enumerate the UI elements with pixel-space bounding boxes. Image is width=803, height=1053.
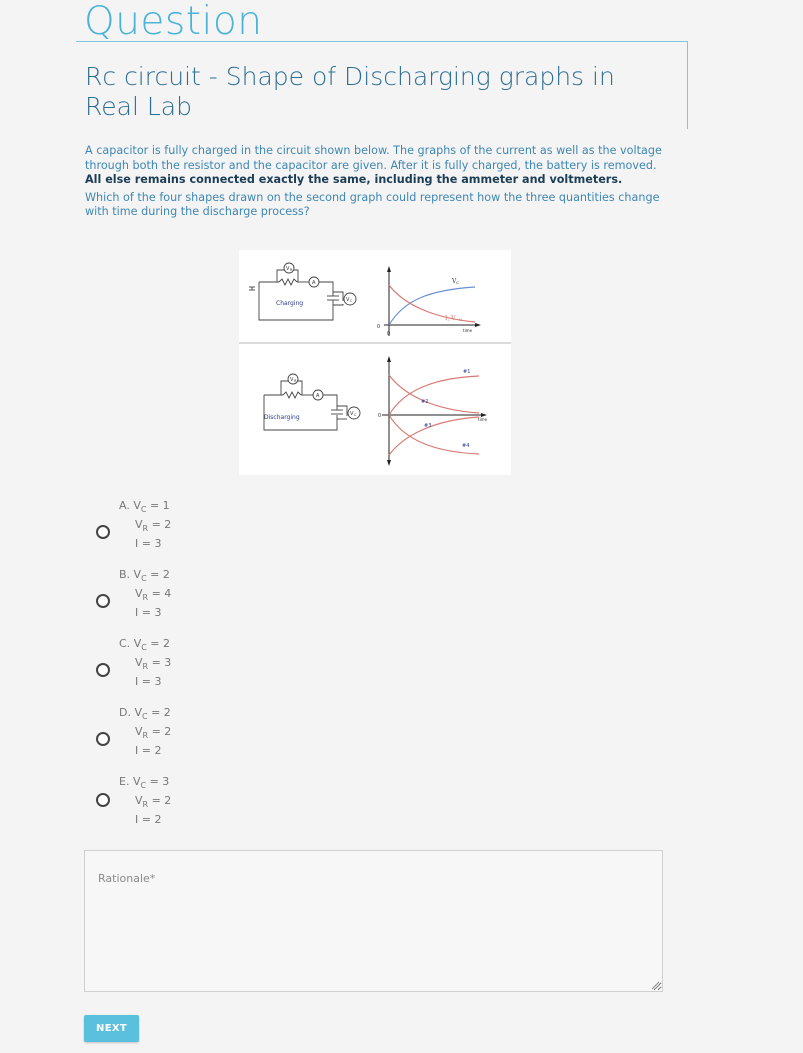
ivr-curve-label: I, V (445, 315, 456, 322)
option-a-i: I = 3 (135, 537, 162, 550)
option-b-letter: B. (119, 568, 131, 581)
option-c-vc (119, 637, 170, 654)
option-e-vc-sub: C (140, 781, 147, 791)
charging-graph-axes (384, 270, 477, 336)
option-c-letter: C. (119, 637, 131, 650)
prompt-paragraph-2: Which of the four shapes drawn on the second graph could represent how the three quantities change with time during the discharge process? (85, 190, 660, 219)
option-e-radio[interactable] (96, 793, 110, 807)
option-b-vc-sub: C (141, 574, 147, 584)
discharging-y-arrow-up (387, 356, 391, 362)
option-b-vc (119, 568, 170, 585)
discharging-time-label: time (478, 417, 488, 422)
option-c-i: I = 3 (135, 675, 162, 688)
discharge-curve-2 (389, 375, 479, 413)
option-e[interactable] (0, 773, 300, 835)
vr-meter-bottom: V (290, 377, 294, 383)
charging-curve-vc (389, 287, 475, 325)
vr-meter-sub-top: R (290, 268, 293, 272)
option-b-vc-symbol: V (133, 568, 142, 581)
option-c-vc-symbol: V (133, 637, 142, 650)
option-a-vr (135, 518, 171, 535)
discharging-label: Discharging (264, 414, 300, 421)
option-a-vc-symbol: V (133, 499, 141, 512)
question-prompt (85, 144, 675, 220)
charging-curve-ivr (389, 285, 475, 322)
option-d-vr-sub: R (142, 731, 149, 741)
ammeter-bottom: A (316, 393, 320, 399)
option-d-radio[interactable] (96, 732, 110, 746)
option-a-vr-sub: R (142, 524, 149, 534)
resize-handle-icon[interactable] (650, 980, 660, 990)
option-a-vc (119, 499, 170, 516)
option-e-i: I = 2 (135, 813, 162, 826)
next-button[interactable]: NEXT (84, 1015, 139, 1042)
option-c-vc-sub: C (141, 643, 147, 653)
vr-meter-top: V (286, 266, 290, 272)
option-d[interactable] (0, 704, 300, 766)
charging-label: Charging (276, 300, 304, 307)
rationale-textarea[interactable] (84, 850, 663, 992)
option-a-vr-val: = 2 (148, 518, 172, 531)
circuit-figure-svg (239, 250, 511, 475)
prompt-bold-text: All else remains connected exactly the same, including the ammeter and voltmeters. (85, 173, 623, 187)
option-c-vr-symbol: V (135, 656, 143, 669)
prompt-text: A capacitor is fully charged in the circuit shown below. The graphs of the current as well as the voltage through both the resistor and the capacitor are given. After it is fully charged, the battery is removed. (85, 144, 662, 172)
curve-4-label: #4 (462, 443, 470, 449)
option-e-vr (135, 794, 171, 811)
charging-time-label: time (463, 328, 473, 333)
rationale-placeholder: Rationale* (98, 872, 156, 885)
question-heading: Question (84, 0, 263, 44)
option-e-letter: E. (119, 775, 130, 788)
option-a-letter: A. (119, 499, 130, 512)
option-c-vr-val: = 3 (148, 656, 172, 669)
vc-meter-sub-bottom: C (354, 413, 357, 417)
vc-meter-top: V (346, 297, 350, 303)
option-d-vc-symbol: V (134, 706, 142, 719)
vc-curve-label: V (452, 278, 457, 285)
circuit-figure (239, 250, 511, 475)
option-b-radio[interactable] (96, 594, 110, 608)
charging-y-arrow (387, 266, 391, 272)
charging-y-zero: 0 (377, 324, 381, 330)
option-e-vc (119, 775, 169, 792)
question-title: Rc circuit - Shape of Discharging graphs in Real Lab (85, 62, 615, 121)
option-b-vr (135, 587, 171, 604)
option-d-vr (135, 725, 171, 742)
option-d-letter: D. (119, 706, 131, 719)
option-a-vc-val: = 1 (146, 499, 170, 512)
option-b-vr-sub: R (142, 593, 149, 603)
ivr-curve-sub: R (459, 317, 463, 322)
option-c[interactable] (0, 635, 300, 697)
vc-curve-sub: C (456, 280, 460, 285)
option-d-vc-sub: C (142, 712, 148, 722)
option-e-vc-val: = 3 (146, 775, 170, 788)
discharging-y-zero: 0 (378, 413, 382, 419)
vc-meter-bottom: V (350, 411, 354, 417)
prompt-paragraph-1 (85, 144, 675, 188)
option-a-radio[interactable] (96, 525, 110, 539)
heading-divider (76, 41, 687, 42)
heading-side-divider (687, 41, 688, 129)
option-b-vr-val: = 4 (148, 587, 172, 600)
option-d-vr-symbol: V (135, 725, 143, 738)
option-c-vr-sub: R (142, 662, 149, 672)
discharge-curve-3 (389, 417, 479, 455)
discharge-curve-1 (389, 376, 479, 415)
ammeter-top: A (312, 280, 316, 286)
curve-1-label: #1 (463, 369, 471, 375)
option-a-vc-sub: C (140, 505, 147, 515)
option-d-vc (119, 706, 171, 723)
option-b-vc-val: = 2 (146, 568, 170, 581)
option-c-vc-val: = 2 (146, 637, 171, 650)
option-b-vr-symbol: V (135, 587, 143, 600)
option-c-radio[interactable] (96, 663, 110, 677)
vc-meter-sub-top: C (350, 299, 353, 303)
curve-2-label: #2 (421, 399, 429, 405)
option-e-vc-symbol: V (132, 775, 141, 788)
charging-circuit (249, 263, 356, 320)
charging-x-arrow (475, 323, 481, 327)
option-b-i: I = 3 (135, 606, 162, 619)
discharging-y-arrow-down (387, 460, 391, 466)
option-d-i: I = 2 (135, 744, 162, 757)
option-e-vr-sub: R (142, 800, 149, 810)
option-b[interactable] (0, 566, 300, 628)
option-d-vr-val: = 2 (148, 725, 172, 738)
vr-meter-sub-bottom: R (294, 379, 297, 383)
option-d-vc-val: = 2 (147, 706, 171, 719)
option-e-vr-val: = 2 (148, 794, 172, 807)
discharging-circuit (264, 374, 360, 430)
curve-3-label: #3 (424, 423, 432, 429)
option-a[interactable] (0, 497, 300, 559)
charging-x-zero: 0 (387, 331, 391, 337)
option-c-vr (135, 656, 171, 673)
option-e-vr-symbol: V (135, 794, 143, 807)
option-a-vr-symbol: V (135, 518, 143, 531)
